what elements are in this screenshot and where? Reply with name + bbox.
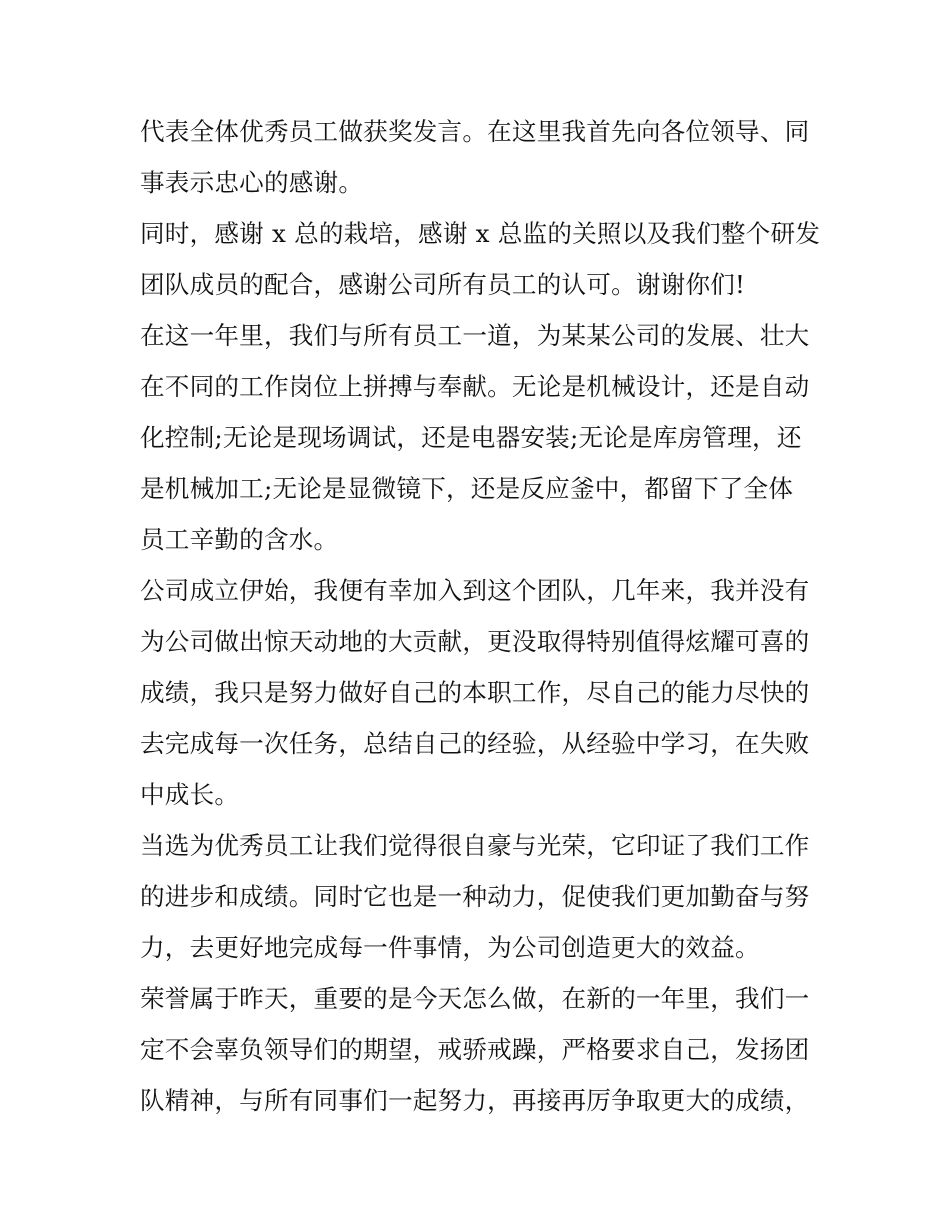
text-line: 为公司做出惊天动地的大贡献，更没取得特别值得炫耀可喜的 [140, 627, 810, 656]
text-line: 在这一年里，我们与所有员工一道，为某某公司的发展、壮大 [140, 321, 810, 350]
text-line: 公司成立伊始，我便有幸加入到这个团队，几年来，我并没有 [140, 576, 810, 605]
text-line: 荣誉属于昨天，重要的是今天怎么做，在新的一年里，我们一 [140, 984, 810, 1013]
text-line: 团队成员的配合，感谢公司所有员工的认可。谢谢你们! [140, 270, 746, 299]
text-line: 员工辛勤的含水。 [140, 525, 339, 554]
text-line: 是机械加工;无论是显微镜下，还是反应釜中，都留下了全体 [140, 474, 794, 503]
text-line: 中成长。 [140, 780, 240, 809]
text-line: 在不同的工作岗位上拼搏与奉献。无论是机械设计，还是自动 [140, 372, 810, 401]
text-line: 同时，感谢 x 总的栽培，感谢 x 总监的关照以及我们整个研发 [140, 219, 821, 248]
paragraph-4 [140, 565, 812, 820]
paragraph-3 [140, 310, 812, 565]
text-line: 队精神，与所有同事们一起努力，再接再厉争取更大的成绩， [140, 1086, 810, 1115]
paragraph-2 [140, 208, 821, 310]
text-line: 去完成每一次任务，总结自己的经验，从经验中学习，在失败 [140, 729, 810, 758]
text-line: 事表示忠心的感谢。 [140, 168, 364, 197]
text-line: 定不会辜负领导们的期望，戒骄戒躁，严格要求自己，发扬团 [140, 1035, 810, 1064]
text-line: 代表全体优秀员工做获奖发言。在这里我首先向各位领导、同 [140, 117, 810, 146]
text-line: 成绩，我只是努力做好自己的本职工作，尽自己的能力尽快的 [140, 678, 810, 707]
text-line: 当选为优秀员工让我们觉得很自豪与光荣，它印证了我们工作 [140, 831, 810, 860]
text-line: 力，去更好地完成每一件事情，为公司创造更大的效益。 [140, 933, 760, 962]
document-body [140, 106, 821, 1126]
paragraph-1 [140, 106, 812, 208]
text-line: 的进步和成绩。同时它也是一种动力，促使我们更加勤奋与努 [140, 882, 810, 911]
paragraph-6 [140, 973, 812, 1126]
text-line: 化控制;无论是现场调试，还是电器安装;无论是库房管理，还 [140, 423, 802, 452]
paragraph-5 [140, 820, 812, 973]
